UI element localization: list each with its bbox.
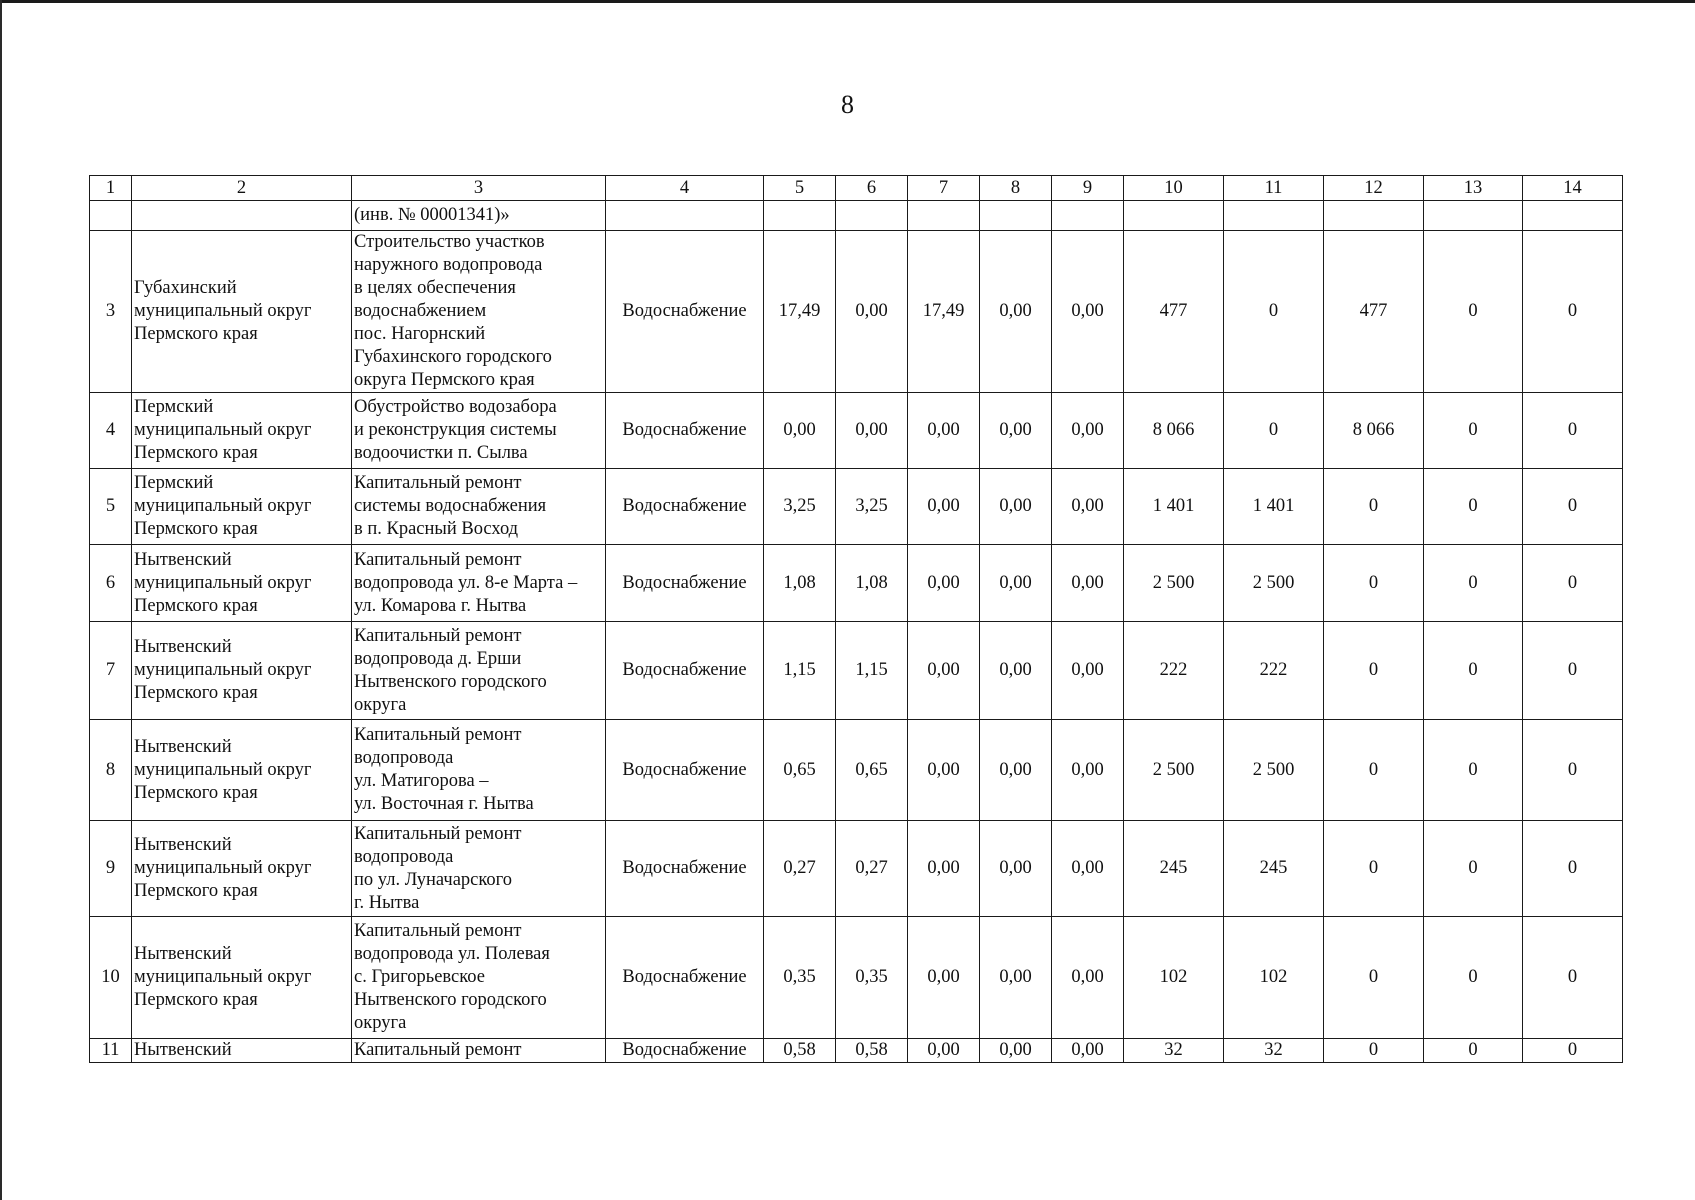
cell-c14: 0 <box>1523 393 1623 469</box>
cell-c5: 1,08 <box>764 545 836 622</box>
table-row <box>90 720 1623 821</box>
cell-c8: 0,00 <box>980 720 1052 821</box>
cell-c12: 0 <box>1324 622 1424 720</box>
cell-no: 4 <box>90 393 132 469</box>
cell-c5: 0,35 <box>764 917 836 1039</box>
cell-project: Капитальный ремонт водопровода по ул. Луначарского г. Нытва <box>352 821 606 917</box>
cell-c9: 0,00 <box>1052 622 1124 720</box>
cell-c10: 102 <box>1124 917 1224 1039</box>
cell-sector <box>606 201 764 231</box>
cell-district: Нытвенский муниципальный округ Пермского края <box>132 821 352 917</box>
cell-district: Нытвенский муниципальный округ Пермского края <box>132 720 352 821</box>
cell-c14: 0 <box>1523 545 1623 622</box>
cell-c7: 0,00 <box>908 917 980 1039</box>
cell-c9: 0,00 <box>1052 821 1124 917</box>
cell-empty <box>1052 201 1124 231</box>
cell-c5: 17,49 <box>764 231 836 393</box>
table-row <box>90 1039 1623 1063</box>
cell-c10: 245 <box>1124 821 1224 917</box>
cell-c5: 0,58 <box>764 1039 836 1063</box>
table-row <box>90 231 1623 393</box>
cell-c13: 0 <box>1424 545 1523 622</box>
cell-c7: 0,00 <box>908 393 980 469</box>
cell-sector: Водоснабжение <box>606 545 764 622</box>
cell-sector: Водоснабжение <box>606 1039 764 1063</box>
cell-district: Нытвенский муниципальный округ Пермского края <box>132 545 352 622</box>
table-row <box>90 469 1623 545</box>
cell-c7: 0,00 <box>908 545 980 622</box>
cell-c6: 0,00 <box>836 231 908 393</box>
investment-table <box>89 175 1623 1063</box>
cell-c14: 0 <box>1523 1039 1623 1063</box>
cell-c7: 0,00 <box>908 622 980 720</box>
cell-c12: 8 066 <box>1324 393 1424 469</box>
cell-district: Пермский муниципальный округ Пермского края <box>132 393 352 469</box>
cell-c6: 0,00 <box>836 393 908 469</box>
cell-c12: 0 <box>1324 545 1424 622</box>
cell-c8: 0,00 <box>980 821 1052 917</box>
cell-c6: 1,08 <box>836 545 908 622</box>
cell-c5: 1,15 <box>764 622 836 720</box>
cell-c13: 0 <box>1424 917 1523 1039</box>
cell-c11: 32 <box>1224 1039 1324 1063</box>
cell-c11: 102 <box>1224 917 1324 1039</box>
cell-district: Губахинский муниципальный округ Пермского края <box>132 231 352 393</box>
table-body <box>90 176 1623 1063</box>
cell-project: Капитальный ремонт водопровода д. Ерши Нытвенского городского округа <box>352 622 606 720</box>
cell-c14: 0 <box>1523 821 1623 917</box>
cell-c7: 17,49 <box>908 231 980 393</box>
cell-no: 3 <box>90 231 132 393</box>
cell-sector: Водоснабжение <box>606 720 764 821</box>
cell-district: Пермский муниципальный округ Пермского края <box>132 469 352 545</box>
cell-c11: 0 <box>1224 393 1324 469</box>
column-header-14: 14 <box>1523 176 1623 201</box>
cell-c14: 0 <box>1523 720 1623 821</box>
cell-c7: 0,00 <box>908 469 980 545</box>
continuation-row <box>90 201 1623 231</box>
cell-c8: 0,00 <box>980 917 1052 1039</box>
page-number: 8 <box>841 90 854 119</box>
cell-c8: 0,00 <box>980 469 1052 545</box>
cell-c13: 0 <box>1424 231 1523 393</box>
cell-c10: 477 <box>1124 231 1224 393</box>
cell-c6: 0,58 <box>836 1039 908 1063</box>
cell-project: Строительство участков наружного водопровода в целях обеспечения водоснабжением пос. Нагорнский Губахинского городского округа Пермского края <box>352 231 606 393</box>
cell-c8: 0,00 <box>980 622 1052 720</box>
column-header-9: 9 <box>1052 176 1124 201</box>
cell-c12: 0 <box>1324 720 1424 821</box>
cell-no: 10 <box>90 917 132 1039</box>
cell-no: 11 <box>90 1039 132 1063</box>
cell-c12: 0 <box>1324 821 1424 917</box>
cell-c11: 2 500 <box>1224 720 1324 821</box>
cell-empty <box>1324 201 1424 231</box>
cell-c5: 0,27 <box>764 821 836 917</box>
cell-no: 5 <box>90 469 132 545</box>
cell-c7: 0,00 <box>908 821 980 917</box>
cell-c12: 0 <box>1324 917 1424 1039</box>
cell-c12: 477 <box>1324 231 1424 393</box>
cell-project: Капитальный ремонт водопровода ул. Матигорова – ул. Восточная г. Нытва <box>352 720 606 821</box>
cell-c13: 0 <box>1424 469 1523 545</box>
cell-c10: 8 066 <box>1124 393 1224 469</box>
cell-c14: 0 <box>1523 917 1623 1039</box>
column-header-12: 12 <box>1324 176 1424 201</box>
column-header-3: 3 <box>352 176 606 201</box>
cell-no: 6 <box>90 545 132 622</box>
cell-sector: Водоснабжение <box>606 469 764 545</box>
column-header-4: 4 <box>606 176 764 201</box>
column-header-7: 7 <box>908 176 980 201</box>
cell-c6: 0,27 <box>836 821 908 917</box>
cell-c8: 0,00 <box>980 545 1052 622</box>
cell-empty <box>908 201 980 231</box>
cell-c5: 3,25 <box>764 469 836 545</box>
cell-c8: 0,00 <box>980 1039 1052 1063</box>
cell-c13: 0 <box>1424 821 1523 917</box>
cell-c13: 0 <box>1424 622 1523 720</box>
cell-c7: 0,00 <box>908 1039 980 1063</box>
cell-empty <box>1424 201 1523 231</box>
cell-c12: 0 <box>1324 1039 1424 1063</box>
cell-c8: 0,00 <box>980 231 1052 393</box>
cell-c14: 0 <box>1523 231 1623 393</box>
cell-c5: 0,65 <box>764 720 836 821</box>
cell-no <box>90 201 132 231</box>
column-header-11: 11 <box>1224 176 1324 201</box>
cell-project: Обустройство водозабора и реконструкция системы водоочистки п. Сылва <box>352 393 606 469</box>
column-header-2: 2 <box>132 176 352 201</box>
column-number-row <box>90 176 1623 201</box>
cell-project: Капитальный ремонт водопровода ул. 8-е Марта – ул. Комарова г. Нытва <box>352 545 606 622</box>
cell-district <box>132 201 352 231</box>
cell-project: Капитальный ремонт <box>352 1039 606 1063</box>
table-row <box>90 917 1623 1039</box>
cell-district: Нытвенский муниципальный округ Пермского края <box>132 622 352 720</box>
cell-c11: 222 <box>1224 622 1324 720</box>
table-row <box>90 545 1623 622</box>
cell-c9: 0,00 <box>1052 393 1124 469</box>
cell-empty <box>764 201 836 231</box>
cell-empty <box>1224 201 1324 231</box>
cell-empty <box>1124 201 1224 231</box>
cell-sector: Водоснабжение <box>606 622 764 720</box>
column-header-10: 10 <box>1124 176 1224 201</box>
cell-c9: 0,00 <box>1052 720 1124 821</box>
cell-sector: Водоснабжение <box>606 231 764 393</box>
scan-border-left <box>0 0 2 1200</box>
cell-c11: 2 500 <box>1224 545 1324 622</box>
cell-c6: 0,65 <box>836 720 908 821</box>
column-header-8: 8 <box>980 176 1052 201</box>
cell-c8: 0,00 <box>980 393 1052 469</box>
table-row <box>90 821 1623 917</box>
table-row <box>90 622 1623 720</box>
cell-c13: 0 <box>1424 393 1523 469</box>
cell-empty <box>980 201 1052 231</box>
cell-no: 9 <box>90 821 132 917</box>
cell-c10: 2 500 <box>1124 720 1224 821</box>
scan-border-top <box>0 0 1695 3</box>
cell-c10: 1 401 <box>1124 469 1224 545</box>
cell-c10: 32 <box>1124 1039 1224 1063</box>
cell-c12: 0 <box>1324 469 1424 545</box>
cell-c14: 0 <box>1523 622 1623 720</box>
cell-district: Нытвенский <box>132 1039 352 1063</box>
cell-c10: 2 500 <box>1124 545 1224 622</box>
cell-project-continuation: (инв. № 00001341)» <box>352 201 606 231</box>
cell-empty <box>836 201 908 231</box>
cell-c6: 3,25 <box>836 469 908 545</box>
cell-no: 8 <box>90 720 132 821</box>
cell-c9: 0,00 <box>1052 917 1124 1039</box>
column-header-13: 13 <box>1424 176 1523 201</box>
cell-c9: 0,00 <box>1052 545 1124 622</box>
cell-project: Капитальный ремонт водопровода ул. Полевая с. Григорьевское Нытвенского городского округа <box>352 917 606 1039</box>
cell-sector: Водоснабжение <box>606 821 764 917</box>
table-row <box>90 393 1623 469</box>
cell-no: 7 <box>90 622 132 720</box>
column-header-5: 5 <box>764 176 836 201</box>
cell-sector: Водоснабжение <box>606 917 764 1039</box>
cell-c10: 222 <box>1124 622 1224 720</box>
cell-sector: Водоснабжение <box>606 393 764 469</box>
cell-c5: 0,00 <box>764 393 836 469</box>
cell-c9: 0,00 <box>1052 1039 1124 1063</box>
cell-empty <box>1523 201 1623 231</box>
cell-c11: 245 <box>1224 821 1324 917</box>
cell-c14: 0 <box>1523 469 1623 545</box>
cell-district: Нытвенский муниципальный округ Пермского края <box>132 917 352 1039</box>
column-header-6: 6 <box>836 176 908 201</box>
cell-c11: 1 401 <box>1224 469 1324 545</box>
cell-c7: 0,00 <box>908 720 980 821</box>
cell-c9: 0,00 <box>1052 231 1124 393</box>
cell-c11: 0 <box>1224 231 1324 393</box>
cell-c6: 0,35 <box>836 917 908 1039</box>
cell-c9: 0,00 <box>1052 469 1124 545</box>
cell-c13: 0 <box>1424 720 1523 821</box>
cell-c13: 0 <box>1424 1039 1523 1063</box>
cell-c6: 1,15 <box>836 622 908 720</box>
cell-project: Капитальный ремонт системы водоснабжения в п. Красный Восход <box>352 469 606 545</box>
column-header-1: 1 <box>90 176 132 201</box>
